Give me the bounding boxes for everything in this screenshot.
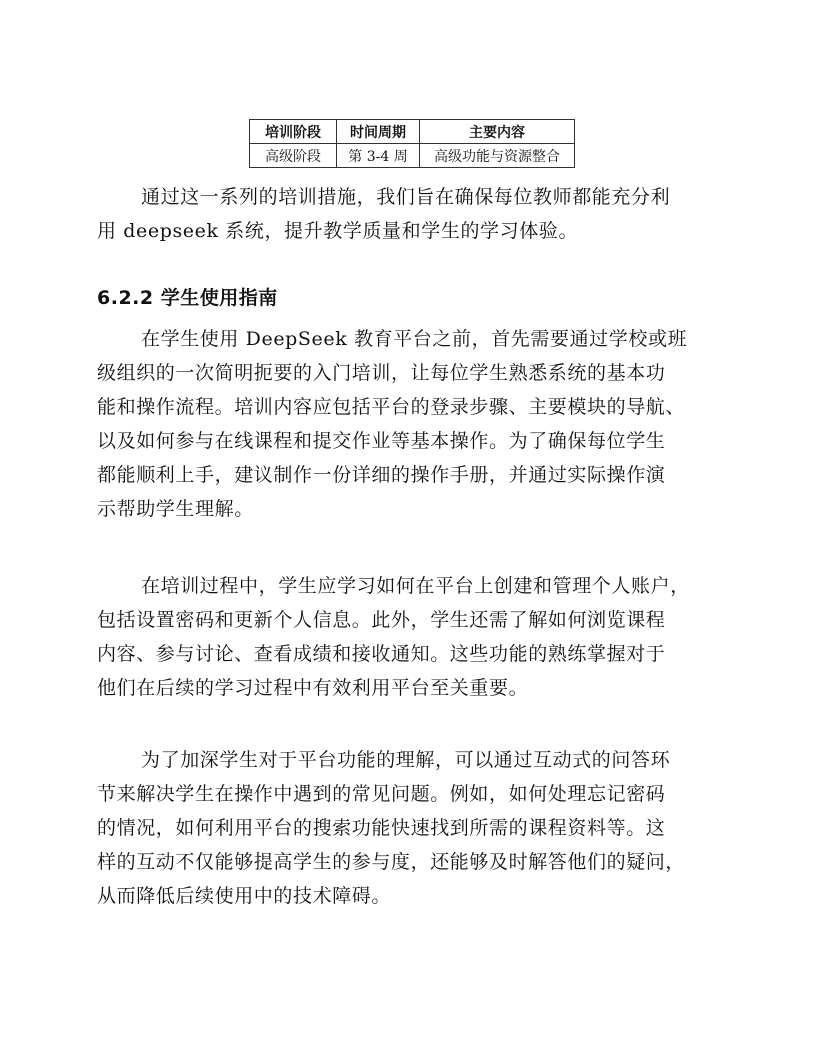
text-line: 通过这一系列的培训措施，我们旨在确保每位教师都能充分利 [141, 186, 671, 208]
section-number: 6.2.2 [97, 287, 154, 309]
table-header-cell: 时间周期 [337, 120, 420, 144]
table-cell: 高级阶段 [250, 144, 337, 168]
paragraph-intro-training [97, 322, 737, 526]
text-line: 的情况，如何利用平台的搜索功能快速找到所需的课程资料等。这 [97, 817, 666, 839]
text-line: 包括设置密码和更新个人信息。此外，学生还需了解如何浏览课程 [97, 609, 666, 631]
training-schedule-table [249, 119, 575, 168]
text-line: 用 deepseek 系统，提升教学质量和学生的学习体验。 [97, 220, 579, 242]
text-line: 都能顺利上手，建议制作一份详细的操作手册，并通过实际操作演 [97, 464, 666, 486]
text-line: 为了加深学生对于平台功能的理解，可以通过互动式的问答环 [141, 749, 671, 771]
text-line: 示帮助学生理解。 [97, 498, 254, 520]
table-header-cell: 培训阶段 [250, 120, 337, 144]
table-header-row [250, 120, 575, 144]
text-line: 以及如何参与在线课程和提交作业等基本操作。为了确保每位学生 [97, 430, 666, 452]
section-title: 学生使用指南 [160, 287, 278, 309]
text-line: 在培训过程中，学生应学习如何在平台上创建和管理个人账户， [141, 575, 690, 597]
paragraph-interactive-qa [97, 743, 737, 913]
text-line: 从而降低后续使用中的技术障碍。 [97, 885, 392, 907]
text-line: 样的互动不仅能够提高学生的参与度，还能够及时解答他们的疑问， [97, 851, 686, 873]
text-line: 在学生使用 DeepSeek 教育平台之前，首先需要通过学校或班 [141, 328, 688, 350]
text-line: 能和操作流程。培训内容应包括平台的登录步骤、主要模块的导航、 [97, 396, 686, 418]
table-row [250, 144, 575, 168]
text-line: 级组织的一次简明扼要的入门培训，让每位学生熟悉系统的基本功 [97, 362, 666, 384]
table-cell: 高级功能与资源整合 [420, 144, 575, 168]
text-line: 他们在后续的学习过程中有效利用平台至关重要。 [97, 677, 529, 699]
section-heading [97, 283, 278, 310]
table-header-cell: 主要内容 [420, 120, 575, 144]
text-line: 内容、参与讨论、查看成绩和接收通知。这些功能的熟练掌握对于 [97, 643, 666, 665]
paragraph-teacher-training-summary [97, 180, 737, 248]
table-cell: 第 3-4 周 [337, 144, 420, 168]
text-line: 节来解决学生在操作中遇到的常见问题。例如，如何处理忘记密码 [97, 783, 666, 805]
paragraph-account-management [97, 569, 737, 705]
